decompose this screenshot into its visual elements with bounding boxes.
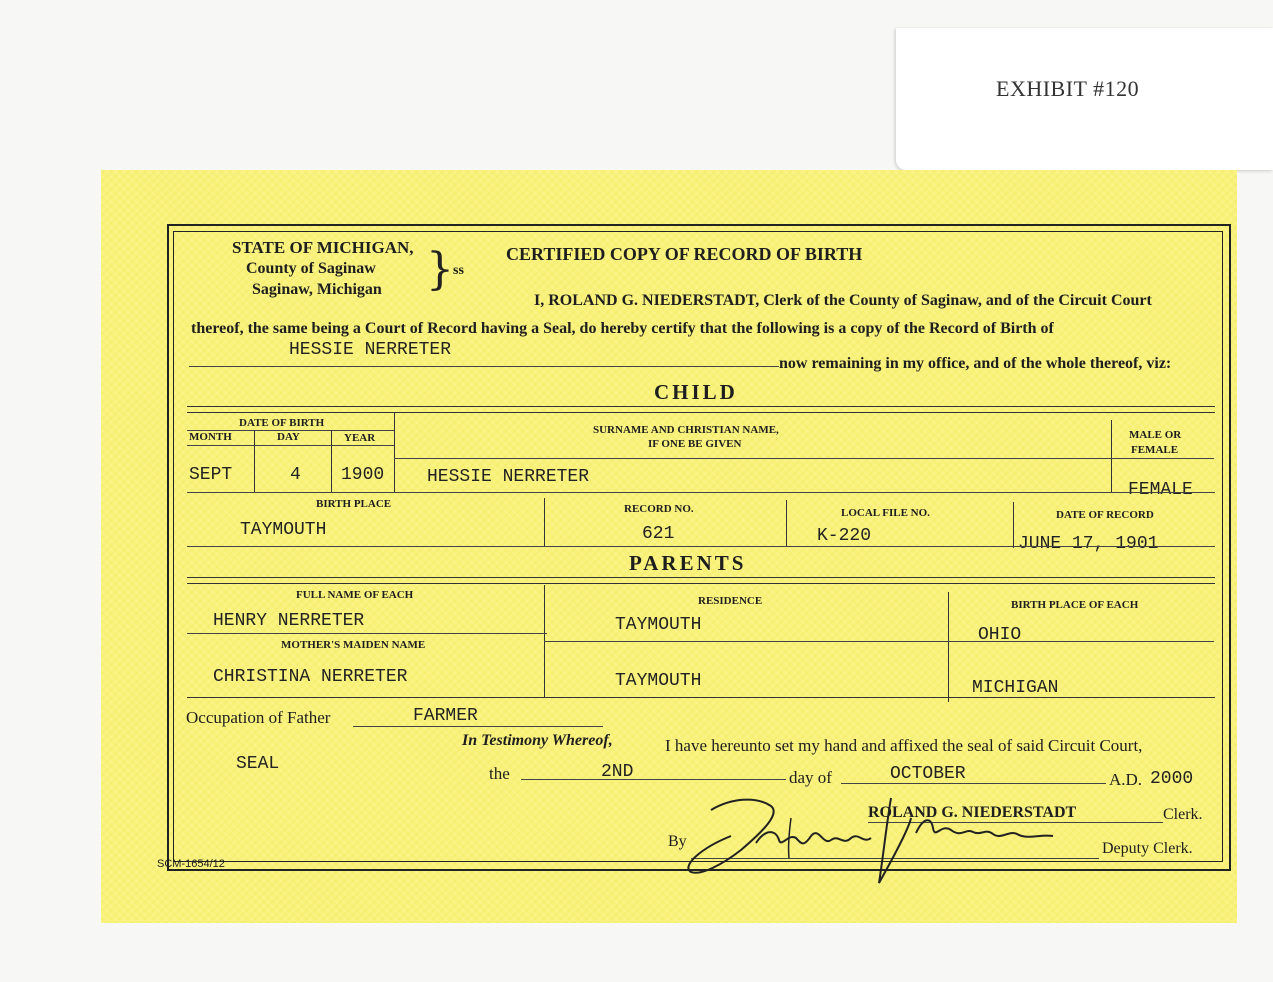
- parents-residence-divider: [948, 592, 949, 702]
- day-label: DAY: [277, 431, 300, 443]
- occupation-underline: [353, 726, 603, 727]
- day-underline: [521, 779, 786, 780]
- birthplace-label: BIRTH PLACE: [316, 498, 392, 510]
- sex-label-1: MALE OR: [1129, 429, 1182, 441]
- mother-name: CHRISTINA NERRETER: [213, 667, 408, 687]
- subject-underline: [189, 366, 779, 367]
- child-sex: FEMALE: [1128, 480, 1193, 500]
- ss-label: ss: [453, 263, 464, 278]
- testimony-text: I have hereunto set my hand and affixed the seal of said Circuit Court,: [665, 736, 1143, 755]
- exhibit-label: EXHIBIT #120: [996, 76, 1140, 101]
- father-residence: TAYMOUTH: [615, 615, 702, 635]
- parents-heading: PARENTS: [629, 551, 747, 575]
- residence-label: RESIDENCE: [698, 595, 763, 607]
- deputy-clerk-label: Deputy Clerk.: [1102, 840, 1193, 857]
- state-label: STATE OF MICHIGAN,: [232, 238, 414, 257]
- the-label: the: [489, 764, 510, 783]
- birth-certificate: [101, 170, 1237, 923]
- father-row-rule: [544, 641, 1214, 642]
- date-of-record-value: JUNE 17, 1901: [1018, 534, 1159, 554]
- certificate-title: CERTIFIED COPY OF RECORD OF BIRTH: [506, 244, 863, 264]
- record-no-label: RECORD NO.: [624, 503, 694, 515]
- dob-divider: [394, 412, 395, 492]
- birth-day: 4: [290, 465, 301, 485]
- day-year-divider: [331, 430, 332, 492]
- file-divider: [1013, 502, 1014, 548]
- mother-label: MOTHER'S MAIDEN NAME: [281, 639, 426, 651]
- testimony-day: 2ND: [601, 762, 634, 782]
- testimony-italic: In Testimony Whereof,: [462, 732, 613, 749]
- dob-col-rule: [187, 445, 394, 446]
- brace-icon: }: [426, 244, 454, 295]
- seal-label: SEAL: [236, 754, 280, 774]
- subject-name: HESSIE NERRETER: [289, 340, 452, 360]
- certification-line-1: I, ROLAND G. NIEDERSTADT, Clerk of the County of Saginaw, and of the Circuit Court: [534, 292, 1152, 309]
- day-of-label: day of: [789, 768, 832, 787]
- occupation-value: FARMER: [413, 706, 478, 726]
- parents-top-rule: [187, 577, 1215, 578]
- local-file-value: K-220: [817, 526, 872, 546]
- certification-line-3: now remaining in my office, and of the whole thereof, viz:: [779, 355, 1172, 372]
- record-divider: [786, 500, 787, 546]
- date-of-record-label: DATE OF RECORD: [1056, 509, 1154, 521]
- child-row-rule: [187, 492, 1215, 493]
- father-birthplace: OHIO: [978, 625, 1022, 645]
- month-underline: [841, 783, 1106, 784]
- father-rule: [187, 633, 547, 634]
- mother-birthplace: MICHIGAN: [972, 678, 1059, 698]
- sex-divider: [1111, 420, 1112, 492]
- year-label: YEAR: [344, 432, 376, 444]
- child-top-rule-2: [187, 412, 1215, 413]
- month-label: MONTH: [189, 431, 232, 443]
- deputy-signature: [661, 788, 1081, 888]
- occupation-label: Occupation of Father: [186, 708, 331, 727]
- by-label: By: [668, 833, 687, 850]
- birth-year: 1900: [341, 465, 385, 485]
- month-day-divider: [254, 430, 255, 492]
- sex-label-2: FEMALE: [1131, 444, 1179, 456]
- parents-bottom-rule: [187, 697, 1215, 698]
- birthplace-divider: [544, 498, 545, 546]
- child-heading: CHILD: [654, 380, 738, 404]
- child-name: HESSIE NERRETER: [427, 467, 590, 487]
- record-no-value: 621: [642, 524, 675, 544]
- exhibit-sticker: [896, 28, 1273, 170]
- county-label: County of Saginaw: [246, 260, 376, 277]
- clerk-label: Clerk.: [1163, 806, 1203, 823]
- city-label: Saginaw, Michigan: [252, 281, 382, 298]
- mother-residence: TAYMOUTH: [615, 671, 702, 691]
- full-name-label: FULL NAME OF EACH: [296, 589, 414, 601]
- dob-label: DATE OF BIRTH: [239, 417, 325, 429]
- child-top-rule: [187, 406, 1215, 407]
- form-number: SCM-1654/12: [157, 858, 225, 870]
- testimony-month: OCTOBER: [890, 764, 966, 784]
- father-name: HENRY NERRETER: [213, 611, 365, 631]
- birth-month: SEPT: [189, 465, 233, 485]
- name-header-rule: [394, 458, 1214, 459]
- local-file-label: LOCAL FILE NO.: [841, 507, 930, 519]
- birthplace-value: TAYMOUTH: [240, 520, 327, 540]
- clerk-name: ROLAND G. NIEDERSTADT: [868, 804, 1077, 821]
- name-label-1: SURNAME AND CHRISTIAN NAME,: [593, 424, 779, 436]
- birthplace-each-label: BIRTH PLACE OF EACH: [1011, 599, 1139, 611]
- name-label-2: IF ONE BE GIVEN: [648, 438, 742, 450]
- ad-label: A.D.: [1109, 770, 1143, 789]
- parents-top-rule-2: [187, 583, 1215, 584]
- testimony-year: 2000: [1150, 769, 1194, 789]
- certification-line-2: thereof, the same being a Court of Record having a Seal, do hereby certify that the following is a copy of the Record of Birth of: [191, 320, 1054, 337]
- record-row-rule: [187, 546, 1215, 547]
